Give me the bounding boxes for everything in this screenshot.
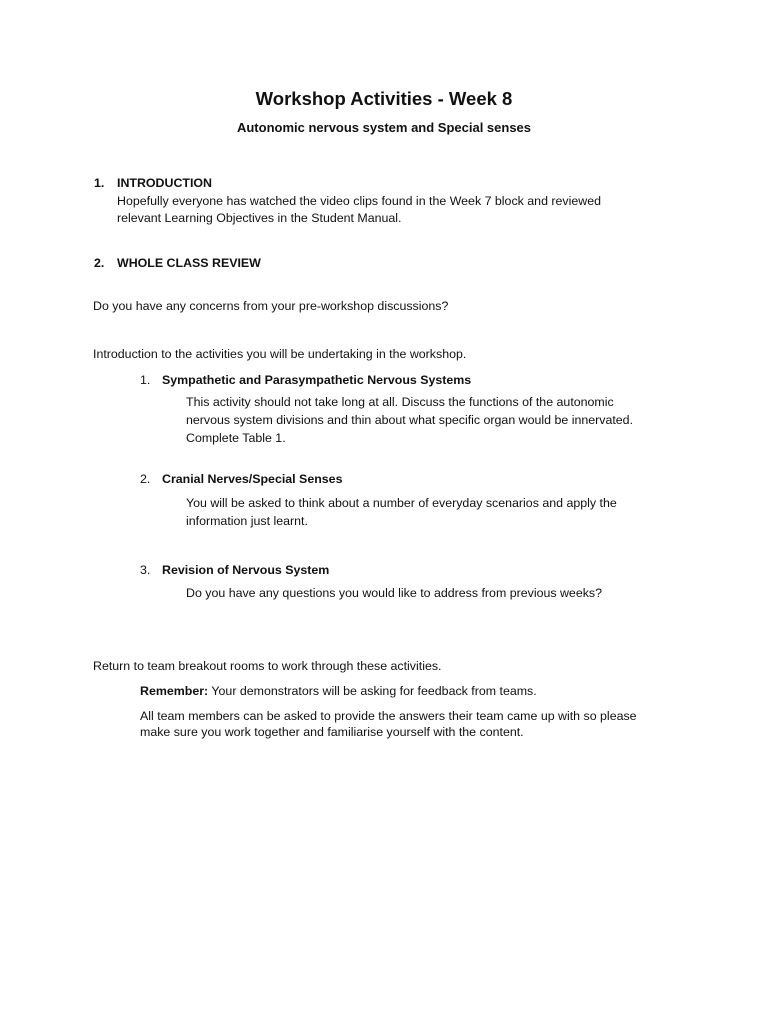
activity-2-heading: Cranial Nerves/Special Senses <box>162 472 343 486</box>
activity-2-number: 2. <box>140 472 151 486</box>
section-1-number: 1. <box>94 176 105 190</box>
activity-1-number: 1. <box>140 373 151 387</box>
page-title: Workshop Activities - Week 8 <box>255 88 513 109</box>
remember-note <box>140 683 537 700</box>
team-note-line-1: All team members can be asked to provide the answers their team came up with so please <box>140 709 637 723</box>
remember-text: Your demonstrators will be asking for feedback from teams. <box>208 684 537 698</box>
activity-3-number: 3. <box>140 563 151 577</box>
section-1-body-line-2: relevant Learning Objectives in the Student Manual. <box>117 211 402 225</box>
activity-3-heading: Revision of Nervous System <box>162 563 330 577</box>
team-note-line-2: make sure you work together and familiarise yourself with the content. <box>140 725 524 739</box>
remember-label: Remember: <box>140 684 209 698</box>
activity-2-line-1: You will be asked to think about a number of everyday scenarios and apply the <box>186 496 617 510</box>
section-2-number: 2. <box>94 256 105 270</box>
concerns-question: Do you have any concerns from your pre-workshop discussions? <box>93 299 449 313</box>
section-1-heading: INTRODUCTION <box>117 176 212 190</box>
activity-1-line-3: Complete Table 1. <box>186 431 286 445</box>
activity-3-line-1: Do you have any questions you would like to address from previous weeks? <box>186 586 602 600</box>
section-2-heading: WHOLE CLASS REVIEW <box>117 256 261 270</box>
return-instruction: Return to team breakout rooms to work through these activities. <box>93 659 442 673</box>
activities-intro: Introduction to the activities you will be undertaking in the workshop. <box>93 347 467 361</box>
activity-1-heading: Sympathetic and Parasympathetic Nervous Systems <box>162 373 472 387</box>
section-1-body-line-1: Hopefully everyone has watched the video clips found in the Week 7 block and reviewed <box>117 194 601 208</box>
page-subtitle: Autonomic nervous system and Special senses <box>236 120 532 135</box>
activity-1-line-1: This activity should not take long at all. Discuss the functions of the autonomic <box>186 395 614 409</box>
activity-2-line-2: information just learnt. <box>186 514 308 528</box>
activity-1-line-2: nervous system divisions and thin about what specific organ would be innervated. <box>186 413 634 427</box>
